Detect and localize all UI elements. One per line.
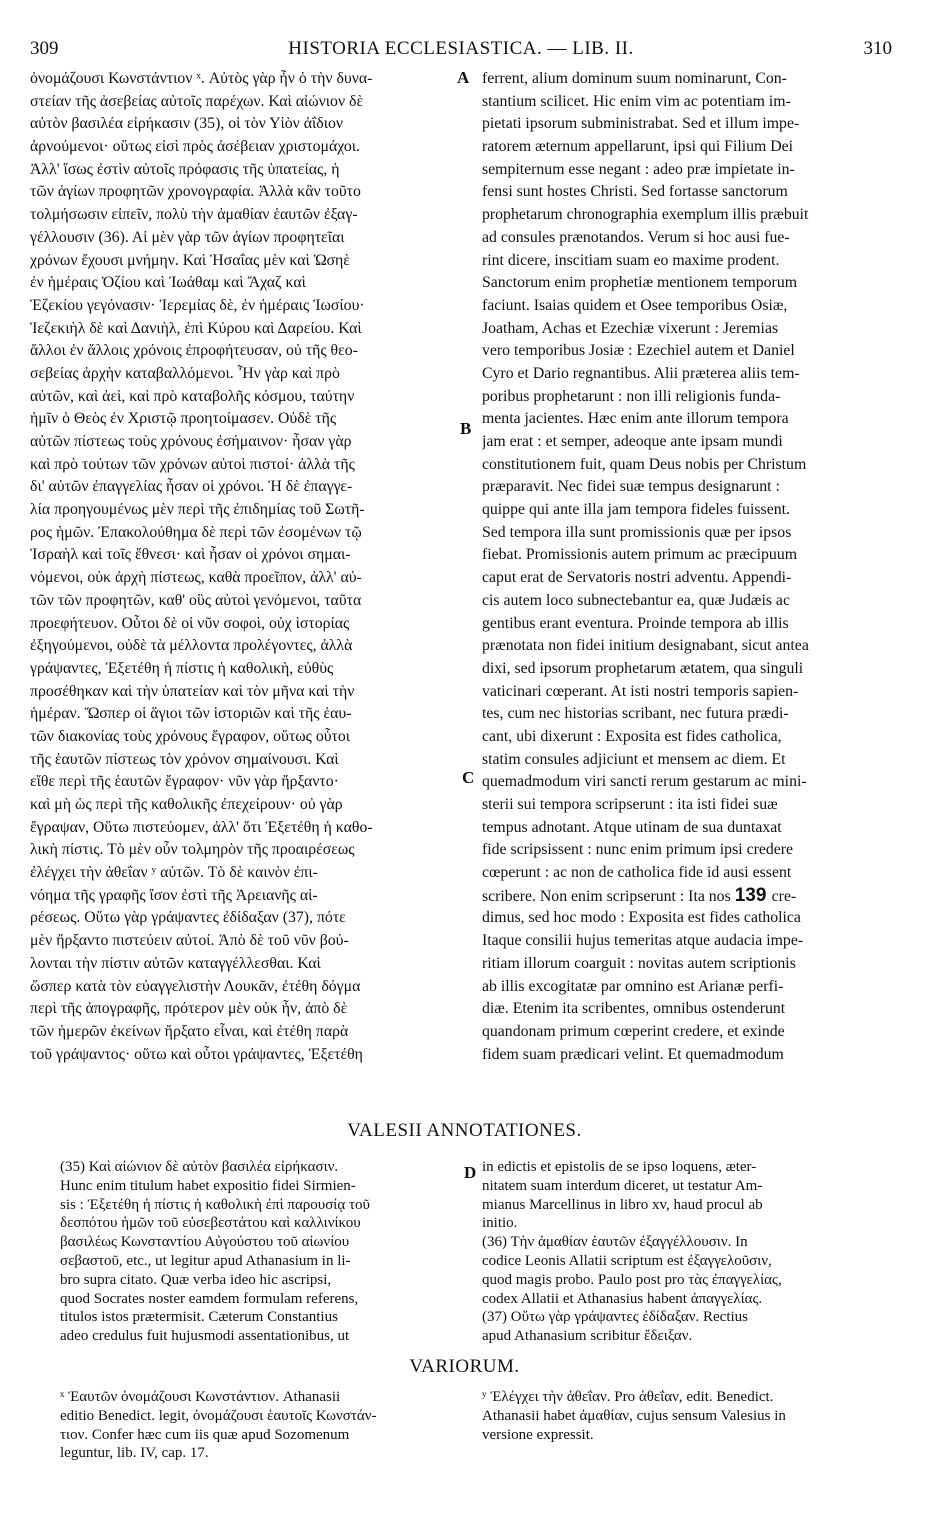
valesii-heading: VALESII ANNOTATIONES. — [347, 1120, 582, 1141]
greek-text-line: νόημα τῆς γραφῆς ἴσον ἐστὶ τῆς Ἀρειανῆς αἱ- — [30, 886, 318, 904]
greek-text-line: ρέσεως. Οὕτω γὰρ γράψαντες ἐδίδαξαν (37), πότε — [30, 909, 346, 927]
latin-text-line: ratorem æternum appellarunt, ipsi qui Filium Dei — [482, 138, 794, 156]
greek-text-line: ἄλλοι ἐν ἄλλοις χρόνοις ἐπροφήτευσαν, οὐ τῆς θεο- — [30, 342, 358, 360]
valesii-note-line: mianus Marcellinus in libro xv, haud procul ab — [482, 1196, 763, 1213]
valesii-note-line: (37) Οὕτω γὰρ γράψαντες ἐδίδαξαν. Rectius — [482, 1309, 748, 1326]
valesii-note-line: adeo credulus fuit hujusmodi assentationibus, ut — [60, 1328, 350, 1345]
latin-text-line: fide scripsissent : nunc enim primum ipsi credere — [482, 841, 794, 859]
latin-text-line: prænotata non fidei initium designabant, sicut antea — [482, 637, 809, 655]
latin-text-line: rint dicere, inscitiam suam eo maxime prodent. — [482, 251, 780, 269]
greek-text-line: ἡμῖν ὁ Θεὸς ἐν Χριστῷ προητοίμασεν. Οὐδὲ τῆς — [30, 410, 337, 428]
greek-text-line: Ἰεζεκιὴλ δὲ καὶ Δανιὴλ, ἐπὶ Κύρου καὶ Δαρείου. Καὶ — [30, 319, 362, 337]
greek-text-column — [30, 68, 460, 1066]
greek-text-line: μὲν ἤρξαντο πιστεύειν αὐτοί. Ἀπὸ δὲ τοῦ νῦν βού- — [30, 932, 349, 950]
latin-text-line: quandonam primum cœperint credere, et exinde — [482, 1022, 785, 1040]
greek-text-line: λονται τὴν πίστιν αὐτῶν καταγγέλλεσθαι. Καὶ — [30, 954, 321, 972]
latin-text-line: faciunt. Isaias quidem et Osee temporibus Osiæ, — [482, 296, 788, 314]
latin-text-line: cis autem loco subnectebantur ea, quæ Judæis ac — [482, 591, 790, 609]
valesii-note-line: quod Socrates noster eamdem formulam referens, — [60, 1290, 359, 1307]
valesii-note-line: βασιλέως Κωνσταντίου Αὐγούστου τοῦ αἰωνίου — [60, 1234, 350, 1251]
greek-text-line: ἡμέραν. Ὥσπερ οἱ ἅγιοι τῶν ἱστοριῶν καὶ τῆς ἑαυ- — [30, 705, 352, 723]
latin-text-line: gentibus erant eventura. Proinde tempora ab illis — [482, 614, 789, 632]
margin-marker-b: B — [460, 419, 472, 438]
valesii-note-line: δεσπότου ἡμῶν τοῦ εὐσεβεστάτου καὶ καλλινίκου — [60, 1215, 361, 1232]
running-title: HISTORIA ECCLESIASTICA. — LIB. II. — [288, 38, 634, 59]
greek-text-line: γέλλουσιν (36). Αἱ μὲν γὰρ τῶν ἁγίων προφητεῖαι — [30, 228, 345, 246]
valesii-notes-right — [482, 1158, 892, 1346]
greek-text-line: τῶν τῶν προφητῶν, καθ' οὓς αὐτοὶ γενόμενοι, ταῦτα — [30, 591, 362, 609]
valesii-note-line: (35) Καὶ αἰώνιον δὲ αὐτὸν βασιλέα εἰρήκασιν. — [60, 1159, 339, 1175]
latin-text-line: scribere. Non enim scripserunt : Ita nos 139 cre- — [482, 884, 797, 906]
latin-text-line: pietati ipsorum subministrabat. Sed et illum impe- — [482, 115, 800, 133]
page-number-left: 309 — [30, 38, 59, 59]
latin-text-line: sempiternum esse negant : adeo præ impietate in- — [482, 160, 795, 178]
latin-text-line: fiebat. Promissionis autem primum ac præcipuum — [482, 546, 798, 564]
valesii-note-line: titulos istos prætermisit. Cæterum Constantius — [60, 1309, 338, 1326]
latin-text-line: statim consules adjiciunt et mensem ac diem. Et — [482, 750, 786, 768]
greek-text-line: τῆς ἑαυτῶν πίστεως τὸν χρόνον σημαίνουσι. Καὶ — [30, 750, 339, 768]
latin-text-line: quippe qui ante illa jam tempora fideles fuissent. — [482, 501, 790, 519]
valesii-note-line: bro supra citato. Quæ verba ideo hic ascripsi, — [60, 1271, 332, 1288]
variorum-notes-left — [60, 1388, 458, 1463]
margin-marker-c: C — [462, 768, 475, 787]
variorum-note-line: ˣ Ἑαυτῶν ὀνομάζουσι Κωνστάντιον. Athanasii — [60, 1389, 341, 1405]
greek-text-line: αὐτῶν πίστεως τοὺς χρόνους ἐσήμαινον· ἦσαν γὰρ — [30, 433, 352, 450]
greek-text-line: ὥσπερ κατὰ τὸν εὐαγγελιστὴν Λουκᾶν, ἐτέθη δόγμα — [30, 977, 361, 995]
greek-text-line: εἴθε περὶ τῆς ἑαυτῶν ἔγραφον· νῦν γὰρ ἤρξαντο· — [30, 773, 339, 791]
greek-text-line: δι' αὐτῶν ἐπαγγελίας ἦσαν οἱ χρόνοι. Ἡ δὲ ἐπαγγε- — [30, 478, 353, 496]
valesii-note-line: Hunc enim titulum habet expositio fidei Sirmien- — [60, 1177, 356, 1194]
valesii-note-line: sis : Ἐξετέθη ἡ πίστις ἡ καθολικὴ ἐπὶ παρουσίᾳ τοῦ — [60, 1196, 370, 1213]
greek-text-line: λία προηγουμένως μὲν περὶ τῆς ἐπιδημίας τοῦ Σωτῆ- — [30, 501, 365, 519]
latin-text-line: prophetarum chronographia exemplum illis præbuit — [482, 206, 809, 224]
greek-text-line: σεβείας ἀρχὴν καταβαλλόμενοι. Ἦν γὰρ καὶ πρὸ — [30, 364, 340, 382]
greek-text-line: τῶν διακονίας τοὺς χρόνους ἔγραφον, οὕτως οὗτοι — [30, 727, 351, 745]
page-number-right: 310 — [863, 38, 892, 59]
valesii-note-line: codice Leonis Allatii scriptum est ἐξαγγελοῦσιν, — [482, 1252, 772, 1269]
greek-text-line: ἀρνούμενοι· οὕτως εἰσὶ πρὸς ἀσέβειαν χριστομάχοι. — [30, 138, 360, 156]
latin-text-line: menta jacientes. Hæc enim ante illorum tempora — [482, 410, 789, 428]
latin-text-line: dimus, sed hoc modo : Exposita est fides catholica — [482, 909, 801, 927]
greek-text-line: περὶ τῆς ἀπογραφῆς, πρότερον μὲν οὐκ ἦν, ἀπὸ δὲ — [30, 1000, 348, 1018]
valesii-note-line: in edictis et epistolis de se ipso loquens, æter- — [482, 1159, 757, 1175]
greek-text-line: προεφήτευον. Οὗτοι δὲ οἱ νῦν σοφοὶ, οὐχ ἱστορίας — [30, 614, 350, 632]
valesii-note-line: codex Allatii et Athanasius habent ἀπαγγελίας. — [482, 1290, 763, 1307]
variorum-note-line: editio Benedict. legit, ὀνομάζουσι ἑαυτοῖς Κωνστάν- — [60, 1407, 377, 1424]
greek-text-line: λικὴ πίστις. Τὸ μὲν οὖν τολμηρὸν τῆς προαιρέσεως — [30, 841, 355, 859]
greek-text-line: τῶν ἡμερῶν ἐκείνων ἤρξατο εἶναι, καὶ ἐτέθη παρὰ — [30, 1022, 349, 1040]
greek-text-line: ὀνομάζουσι Κωνστάντιον ˣ. Αὐτὸς γὰρ ἦν ὁ τὴν δυνα- — [30, 70, 373, 87]
variorum-notes-right — [482, 1388, 892, 1444]
variorum-note-line: τιον. Confer hæc cum iis quæ apud Sozomenum — [60, 1426, 350, 1443]
latin-text-line: Sanctorum enim prophetiæ mentionem temporum — [482, 274, 798, 292]
greek-text-line: ἐλέγχει τὴν ἀθεΐαν ʸ αὐτῶν. Τὸ δὲ καινὸν ἐπι- — [30, 864, 318, 882]
greek-text-line: χρόνων ἔχουσι μνήμην. Καὶ Ἡσαΐας μὲν καὶ Ὠσηὲ — [30, 251, 350, 269]
greek-text-line: αὐτὸν βασιλέα εἰρήκασιν (35), οἱ τὸν Υἱὸν ἀΐδιον — [30, 115, 343, 133]
latin-text-line: Cyro et Dario regnantibus. Alii præterea aliis tem- — [482, 364, 800, 382]
latin-text-line: fensi sunt hostes Christi. Sed fortasse sanctorum — [482, 183, 788, 201]
latin-text-column — [482, 68, 894, 1066]
variorum-note-line: ʸ Ἐλέγχει τὴν ἀθεΐαν. Pro ἀθεΐαν, edit. Benedict. — [482, 1389, 774, 1405]
variorum-heading: VARIORUM. — [409, 1356, 520, 1377]
latin-text-line: Itaque consilii hujus temeritas atque audacia impe- — [482, 932, 804, 950]
latin-text-line: vero temporibus Josiæ : Ezechiel autem et Daniel — [482, 342, 795, 360]
valesii-note-line: σεβαστοῦ, etc., ut legitur apud Athanasium in li- — [60, 1252, 351, 1269]
margin-number: 139 — [734, 884, 772, 906]
greek-text-line: ἐν ἡμέραις Ὀζίου καὶ Ἰωάθαμ καὶ Ἄχαζ καὶ — [30, 274, 306, 292]
latin-text-line: tempus adnotant. Atque utinam de sua duntaxat — [482, 818, 782, 836]
greek-text-line: τολμήσωσιν εἰπεῖν, πολὺ τὴν ἀμαθίαν ἑαυτῶν ἐξαγ- — [30, 206, 358, 224]
latin-text-line: cœperunt : ac non de catholica fide id ausi essent — [482, 864, 792, 882]
greek-text-line: Ἀλλ' ἴσως ἐστὶν αὐτοῖς πρόφασις τῆς ὑπατείας, ἡ — [30, 160, 340, 178]
greek-text-line: αὐτῶν, καὶ ἀεὶ, καὶ πρὸ καταβολῆς κόσμου, ταύτην — [30, 387, 355, 405]
latin-text-line: ab illis excogitatæ par omnino est Arianæ perfi- — [482, 977, 784, 995]
valesii-note-line: initio. — [482, 1215, 518, 1232]
latin-text-line: ad consules prænotandos. Verum si hoc ausi fue- — [482, 228, 790, 246]
variorum-note-line: Athanasii habet ἀμαθίαν, cujus sensum Valesius in — [482, 1407, 786, 1424]
greek-text-line: τοῦ γράψαντος· οὕτω καὶ οὗτοι γράψαντες, Ἐξετέθη — [30, 1045, 363, 1063]
latin-text-line: Sed tempora illa sunt promissionis quæ per ipsos — [482, 523, 792, 541]
greek-text-line: ρος ἡμῶν. Ἐπακολούθημα δὲ περὶ τῶν ἐσομένων τῷ — [30, 523, 362, 541]
latin-text-line: caput erat de Servatoris nostri adventu. Appendi- — [482, 569, 792, 587]
variorum-note-line: leguntur, lib. IV, cap. 17. — [60, 1445, 209, 1462]
valesii-note-line: nitatem suam interdum diceret, ut testatur Am- — [482, 1177, 763, 1194]
greek-text-line: ἐξηγούμενοι, οὐδὲ τὰ μέλλοντα προλέγοντες, ἀλλὰ — [30, 637, 353, 655]
latin-text-line: dixi, sed ipsorum prophetarum ætatem, qua singuli — [482, 659, 804, 677]
greek-text-line: Ἰσραὴλ καὶ τοῖς ἔθνεσι· καὶ ἦσαν οἱ χρόνοι σημαι- — [30, 546, 351, 564]
latin-line-tail: cre- — [771, 887, 797, 905]
variorum-note-line: versione expressit. — [482, 1426, 594, 1443]
greek-text-line: προσέθηκαν καὶ τὴν ὑπατείαν καὶ τὸν μῆνα καὶ τὴν — [30, 682, 355, 700]
latin-text-line: fidem suam prædicari velint. Et quemadmodum — [482, 1045, 784, 1063]
latin-text-line: præparavit. Nec fidei suæ tempus designarunt : — [482, 478, 780, 496]
latin-text-line: sterii sui tempora scripserunt : ita isti fidei suæ — [482, 796, 778, 813]
latin-text-line: constitutionem fuit, quam Deus nobis per Christum — [482, 455, 807, 473]
latin-text-line: poribus prophetarunt : non illi religionis funda- — [482, 387, 781, 405]
greek-text-line: ἔγραψαν, Οὕτω πιστεύομεν, ἀλλ' ὅτι Ἐξετέθη ἡ καθο- — [30, 818, 373, 836]
latin-text-line: stantium scilicet. Hic enim vim ac potentiam im- — [482, 92, 791, 110]
latin-text-line: ritiam illorum coarguit : novitas autem scriptionis — [482, 954, 796, 972]
latin-text-line: Joatham, Achas et Ezechiæ vixerunt : Jeremias — [482, 319, 779, 337]
greek-text-line: στείαν τῆς ἀσεβείας αὐτοῖς παρέχων. Καὶ αἰώνιον δὲ — [30, 92, 364, 110]
margin-marker-a: A — [457, 68, 470, 87]
valesii-note-line: quod magis probo. Paulo post pro τὰς ἐπαγγελίας, — [482, 1271, 782, 1288]
margin-marker-d: D — [464, 1163, 477, 1182]
latin-text-line: tes, cum nec historias scribant, nec futura prædi- — [482, 705, 789, 723]
greek-text-line: νόμενοι, οὐκ ἀρχὴ πίστεως, καθὰ προεῖπον, ἀλλ' αὐ- — [30, 569, 362, 587]
greek-text-line: Ἐζεκίου γεγόνασιν· Ἱερεμίας δὲ, ἐν ἡμέραις Ἰωσίου· — [30, 296, 365, 314]
latin-text-line: cant, ubi dixerunt : Exposita est fides catholica, — [482, 727, 782, 745]
greek-text-line: καὶ μὴ ὡς περὶ τῆς καθολικῆς ἐπεχείρουν· οὐ γὰρ — [30, 796, 343, 813]
valesii-note-line: (36) Τὴν ἀμαθίαν ἑαυτῶν ἐξαγγέλλουσιν. In — [482, 1234, 748, 1251]
running-header — [30, 38, 892, 64]
latin-text-line: vaticinari cœperant. At isti nostri temporis sapien- — [482, 682, 799, 700]
greek-text-line: γράψαντες, Ἐξετέθη ἡ πίστις ἡ καθολικὴ, εὐθὺς — [30, 659, 334, 677]
latin-text-line: jam erat : et semper, adeoque ante ipsam mundi — [482, 433, 783, 450]
valesii-note-line: apud Athanasium scribitur ἔδειξαν. — [482, 1328, 693, 1345]
greek-text-line: τῶν ἁγίων προφητῶν χρονογραφία. Ἀλλὰ κἂν τοῦτο — [30, 183, 361, 201]
latin-text-line: quemadmodum viri sancti rerum gestarum ac mini- — [482, 773, 807, 791]
latin-text-line: ferrent, alium dominum suum nominarunt, Con- — [482, 70, 787, 87]
greek-text-line: καὶ πρὸ τούτων τῶν χρόνων αὐτοὶ πιστοί· ἀλλὰ τῆς — [30, 455, 355, 473]
latin-text-line: diæ. Etenim ita scribentes, omnibus ostenderunt — [482, 1000, 786, 1018]
valesii-notes-left — [60, 1158, 458, 1346]
